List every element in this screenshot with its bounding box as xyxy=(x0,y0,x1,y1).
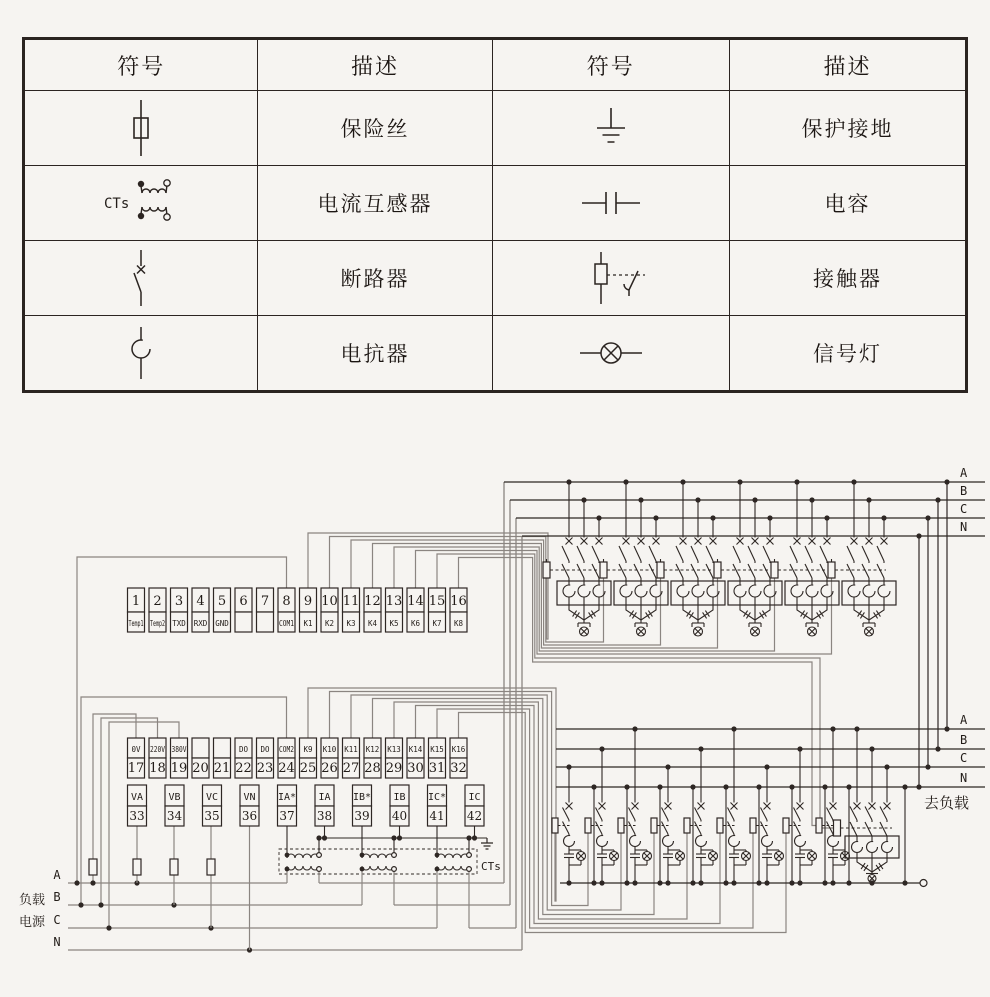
svg-text:33: 33 xyxy=(129,809,145,823)
circuit-breaker-icon xyxy=(96,246,186,310)
legend-cell-capacitor xyxy=(492,166,729,241)
svg-text:DO: DO xyxy=(260,745,270,754)
current-transformer-icon xyxy=(86,171,196,235)
legend-desc-earth: 保护接地 xyxy=(729,91,966,166)
svg-text:去负载: 去负载 xyxy=(924,795,970,812)
svg-text:41: 41 xyxy=(429,809,445,823)
svg-text:VN: VN xyxy=(243,792,256,803)
svg-text:14: 14 xyxy=(407,594,424,609)
svg-text:8: 8 xyxy=(282,594,291,609)
svg-text:22: 22 xyxy=(235,761,252,776)
svg-text:A: A xyxy=(960,713,968,727)
current-transformers xyxy=(279,826,501,928)
protective-earth-icon xyxy=(566,96,656,160)
capacitor-icon xyxy=(566,171,656,235)
top-capacitor-branches xyxy=(543,479,896,636)
svg-text:24: 24 xyxy=(278,761,295,776)
svg-text:17: 17 xyxy=(127,761,145,776)
svg-text:20: 20 xyxy=(192,761,209,776)
svg-text:Temp1: Temp1 xyxy=(128,619,144,628)
svg-text:C: C xyxy=(53,913,61,927)
svg-text:IA: IA xyxy=(318,792,331,803)
svg-text:7: 7 xyxy=(260,594,270,609)
legend-cell-contactor xyxy=(492,241,729,316)
svg-text:VB: VB xyxy=(168,792,181,803)
svg-text:37: 37 xyxy=(279,809,295,823)
svg-text:IB*: IB* xyxy=(352,792,372,803)
legend-cell-fuse xyxy=(24,91,258,166)
svg-text:29: 29 xyxy=(385,761,403,776)
svg-text:1: 1 xyxy=(131,594,141,609)
svg-text:TXD: TXD xyxy=(172,619,186,628)
svg-text:C: C xyxy=(960,502,968,516)
legend-desc-reactor: 电抗器 xyxy=(258,316,492,392)
signal-lamp-icon xyxy=(566,321,656,385)
legend-row-2 xyxy=(24,166,967,241)
contactor-icon xyxy=(563,246,659,310)
legend-cell-ct xyxy=(24,166,258,241)
svg-text:B: B xyxy=(53,890,61,904)
svg-text:6: 6 xyxy=(239,594,248,609)
legend-header-symbol-1: 符号 xyxy=(24,39,258,91)
svg-text:N: N xyxy=(960,771,968,785)
svg-text:IA*: IA* xyxy=(277,792,297,803)
terminal-strip-1 xyxy=(128,588,468,632)
svg-text:VC: VC xyxy=(205,792,219,803)
svg-text:IC*: IC* xyxy=(427,792,447,803)
legend-cell-earth xyxy=(492,91,729,166)
legend-table xyxy=(22,37,968,393)
ct-symbol-label: CTs xyxy=(104,196,130,212)
svg-text:Temp2: Temp2 xyxy=(150,619,165,628)
svg-text:K15: K15 xyxy=(430,745,444,754)
svg-text:COM1: COM1 xyxy=(279,619,294,628)
legend-header-row xyxy=(24,39,967,91)
svg-text:DO: DO xyxy=(238,745,249,754)
bottom-capacitor-branches xyxy=(552,726,927,886)
svg-text:0V: 0V xyxy=(131,745,141,754)
svg-text:负载: 负载 xyxy=(18,892,46,907)
svg-text:23: 23 xyxy=(256,761,274,776)
svg-text:IB: IB xyxy=(393,792,406,803)
legend-desc-contactor: 接触器 xyxy=(729,241,966,316)
legend-desc-lamp: 信号灯 xyxy=(729,316,966,392)
legend-header-symbol-2: 符号 xyxy=(492,39,729,91)
svg-text:K10: K10 xyxy=(322,745,337,754)
legend-header-desc-2: 描述 xyxy=(729,39,966,91)
svg-text:39: 39 xyxy=(354,809,370,823)
svg-text:B: B xyxy=(960,484,968,498)
svg-text:31: 31 xyxy=(428,761,446,776)
bus-lines xyxy=(504,479,985,789)
svg-text:36: 36 xyxy=(241,809,258,823)
svg-text:21: 21 xyxy=(213,761,231,776)
svg-text:40: 40 xyxy=(391,809,408,823)
svg-text:VA: VA xyxy=(130,792,144,803)
svg-text:N: N xyxy=(960,520,968,534)
svg-text:COM2: COM2 xyxy=(279,745,294,754)
legend-desc-capacitor: 电容 xyxy=(729,166,966,241)
svg-text:26: 26 xyxy=(321,761,338,776)
svg-text:19: 19 xyxy=(170,761,188,776)
svg-text:220V: 220V xyxy=(150,745,166,754)
svg-text:380V: 380V xyxy=(171,745,187,754)
svg-text:K7: K7 xyxy=(432,619,442,628)
legend-desc-fuse: 保险丝 xyxy=(258,91,492,166)
legend-row-1 xyxy=(24,91,967,166)
svg-text:K3: K3 xyxy=(346,619,356,628)
svg-text:K5: K5 xyxy=(389,619,399,628)
fuse-icon xyxy=(96,96,186,160)
svg-text:RXD: RXD xyxy=(193,619,208,628)
wiring-diagram xyxy=(0,377,990,997)
svg-text:IC: IC xyxy=(468,792,481,803)
svg-text:电源: 电源 xyxy=(18,914,46,929)
svg-text:28: 28 xyxy=(364,761,381,776)
svg-text:K16: K16 xyxy=(451,745,466,754)
legend-cell-breaker xyxy=(24,241,258,316)
svg-text:K14: K14 xyxy=(408,745,423,754)
svg-text:K9: K9 xyxy=(303,745,313,754)
svg-text:K4: K4 xyxy=(367,619,378,628)
svg-text:K8: K8 xyxy=(453,619,464,628)
svg-text:4: 4 xyxy=(196,594,205,609)
legend-row-3 xyxy=(24,241,967,316)
svg-text:CTs: CTs xyxy=(481,860,501,873)
svg-text:25: 25 xyxy=(299,761,317,776)
svg-text:K1: K1 xyxy=(303,619,313,628)
svg-text:27: 27 xyxy=(342,761,360,776)
svg-text:12: 12 xyxy=(364,594,381,609)
svg-text:9: 9 xyxy=(303,594,313,609)
legend-desc-ct: 电流互感器 xyxy=(258,166,492,241)
svg-text:18: 18 xyxy=(149,761,166,776)
svg-text:11: 11 xyxy=(342,594,360,609)
svg-text:K13: K13 xyxy=(387,745,401,754)
svg-text:B: B xyxy=(960,733,968,747)
svg-text:C: C xyxy=(960,751,968,765)
svg-text:32: 32 xyxy=(450,761,467,776)
load-power-labels xyxy=(19,868,61,949)
svg-text:N: N xyxy=(53,935,61,949)
svg-text:10: 10 xyxy=(321,594,338,609)
svg-text:5: 5 xyxy=(217,594,227,609)
svg-text:K11: K11 xyxy=(344,745,358,754)
svg-text:15: 15 xyxy=(428,594,446,609)
svg-text:K12: K12 xyxy=(365,745,380,754)
svg-text:42: 42 xyxy=(466,809,483,823)
legend-desc-breaker: 断路器 xyxy=(258,241,492,316)
svg-text:16: 16 xyxy=(450,594,467,609)
svg-text:GND: GND xyxy=(215,619,229,628)
terminal-strip-3 xyxy=(128,785,485,826)
svg-text:A: A xyxy=(53,868,61,882)
voltage-fuses xyxy=(89,826,250,950)
svg-text:K6: K6 xyxy=(410,619,421,628)
svg-text:13: 13 xyxy=(385,594,403,609)
svg-text:38: 38 xyxy=(316,809,333,823)
svg-text:34: 34 xyxy=(166,809,183,823)
svg-text:2: 2 xyxy=(153,594,162,609)
terminal-strip-2 xyxy=(128,738,468,778)
svg-text:A: A xyxy=(960,466,968,480)
svg-text:3: 3 xyxy=(174,594,184,609)
svg-text:35: 35 xyxy=(204,809,220,823)
svg-text:K2: K2 xyxy=(324,619,335,628)
reactor-icon xyxy=(96,321,186,385)
legend-header-desc-1: 描述 xyxy=(258,39,492,91)
svg-text:30: 30 xyxy=(407,761,424,776)
